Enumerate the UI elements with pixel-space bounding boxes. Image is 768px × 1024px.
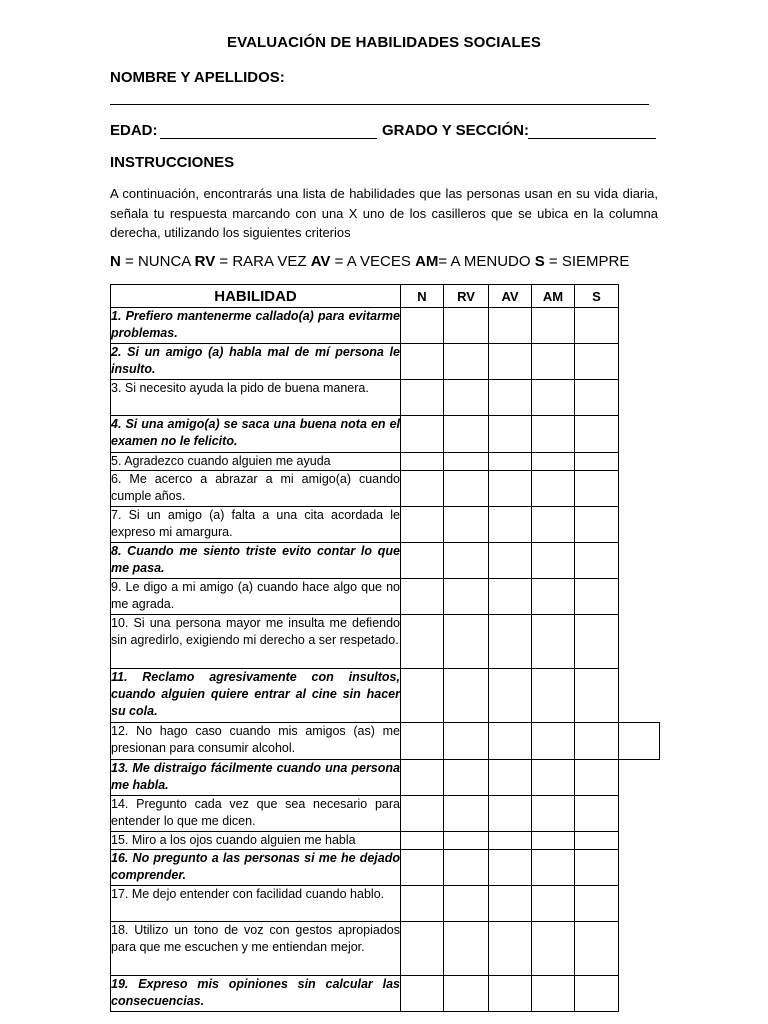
criteria-text: A MENUDO xyxy=(450,253,531,270)
answer-cell-s[interactable] xyxy=(575,922,619,976)
answer-cell-am[interactable] xyxy=(532,308,575,344)
skill-description: 17. Me dejo entender con facilidad cuando hablo. xyxy=(111,886,401,922)
answer-cell-am[interactable] xyxy=(532,723,575,760)
criteria-text: NUNCA xyxy=(137,253,191,270)
answer-cell-rv[interactable] xyxy=(444,976,489,1012)
answer-cell-am[interactable] xyxy=(532,579,575,615)
column-header-rv: RV xyxy=(444,285,489,308)
skill-description: 1. Prefiero mantenerme callado(a) para evitarme problemas. xyxy=(111,308,401,344)
answer-cell-s[interactable] xyxy=(575,832,619,850)
table-row xyxy=(111,832,660,850)
criteria-code: AV xyxy=(310,253,331,270)
answer-cell-rv[interactable] xyxy=(444,760,489,796)
answer-cell-s[interactable] xyxy=(575,976,619,1012)
answer-cell-am[interactable] xyxy=(532,543,575,579)
answer-cell-s[interactable] xyxy=(575,669,619,723)
table-row xyxy=(111,579,660,615)
answer-cell-s[interactable] xyxy=(575,615,619,669)
skill-description: 4. Si una amigo(a) se saca una buena nota en el examen no le felicito. xyxy=(111,416,401,453)
table-row xyxy=(111,796,660,832)
skill-description: 19. Expreso mis opiniones sin calcular las consecuencias. xyxy=(111,976,401,1012)
skill-description: 2. Si un amigo (a) habla mal de mí persona le insulto. xyxy=(111,344,401,380)
table-row xyxy=(111,543,660,579)
answer-cell-n[interactable] xyxy=(401,344,444,380)
answer-cell-am[interactable] xyxy=(532,886,575,922)
answer-cell-rv[interactable] xyxy=(444,380,489,416)
answer-cell-am[interactable] xyxy=(532,976,575,1012)
answer-cell-av[interactable] xyxy=(489,850,532,886)
answer-cell-av[interactable] xyxy=(489,796,532,832)
answer-cell-n[interactable] xyxy=(401,886,444,922)
answer-cell-n[interactable] xyxy=(401,471,444,507)
criteria-legend: N = NUNCA RV = RARA VEZ AV = A VECES AM= A MENUDO S = SIEMPRE xyxy=(110,253,630,270)
table-row xyxy=(111,615,660,669)
page-title: EVALUACIÓN DE HABILIDADES SOCIALES xyxy=(227,34,541,51)
age-field-line[interactable] xyxy=(160,138,377,139)
skill-description: 15. Miro a los ojos cuando alguien me habla xyxy=(111,832,401,850)
answer-cell-av[interactable] xyxy=(489,380,532,416)
age-label: EDAD: xyxy=(110,122,158,139)
answer-cell-s[interactable] xyxy=(575,760,619,796)
answer-cell-n[interactable] xyxy=(401,453,444,471)
table-row xyxy=(111,886,660,922)
answer-cell-av[interactable] xyxy=(489,832,532,850)
answer-cell-s[interactable] xyxy=(575,453,619,471)
answer-cell-n[interactable] xyxy=(401,416,444,453)
skill-description: 9. Le digo a mi amigo (a) cuando hace algo que no me agrada. xyxy=(111,579,401,615)
answer-cell-n[interactable] xyxy=(401,922,444,976)
answer-cell-am[interactable] xyxy=(532,507,575,543)
table-row xyxy=(111,760,660,796)
answer-cell-am[interactable] xyxy=(532,669,575,723)
answer-cell-av[interactable] xyxy=(489,308,532,344)
answer-cell-rv[interactable] xyxy=(444,416,489,453)
skill-description: 11. Reclamo agresivamente con insultos, cuando alguien quiere entrar al cine sin hacer su cola. xyxy=(111,669,401,723)
answer-cell-s[interactable] xyxy=(575,850,619,886)
criteria-code: N xyxy=(110,253,121,270)
answer-cell-s[interactable] xyxy=(575,796,619,832)
answer-cell-rv[interactable] xyxy=(444,922,489,976)
answer-cell-s[interactable] xyxy=(575,344,619,380)
criteria-code: S xyxy=(534,253,545,270)
answer-cell-s[interactable] xyxy=(575,380,619,416)
skill-description: 7. Si un amigo (a) falta a una cita acordada le expreso mi amargura. xyxy=(111,507,401,543)
table-row xyxy=(111,850,660,886)
answer-cell-am[interactable] xyxy=(532,832,575,850)
answer-cell-n[interactable] xyxy=(401,579,444,615)
answer-cell-av[interactable] xyxy=(489,543,532,579)
answer-cell-av[interactable] xyxy=(489,344,532,380)
skill-description: 5. Agradezco cuando alguien me ayuda xyxy=(111,453,401,471)
instructions-heading: INSTRUCCIONES xyxy=(110,154,235,171)
answer-cell-n[interactable] xyxy=(401,723,444,760)
answer-cell-av[interactable] xyxy=(489,416,532,453)
table-row xyxy=(111,507,660,543)
answer-cell-extra[interactable] xyxy=(619,723,660,760)
answer-cell-av[interactable] xyxy=(489,760,532,796)
table-row xyxy=(111,453,660,471)
column-header-s: S xyxy=(575,285,619,308)
answer-cell-s[interactable] xyxy=(575,471,619,507)
answer-cell-n[interactable] xyxy=(401,507,444,543)
skill-description: 13. Me distraigo fácilmente cuando una persona me habla. xyxy=(111,760,401,796)
answer-cell-n[interactable] xyxy=(401,796,444,832)
answer-cell-s[interactable] xyxy=(575,579,619,615)
table-row xyxy=(111,344,660,380)
table-row xyxy=(111,976,660,1012)
answer-cell-rv[interactable] xyxy=(444,453,489,471)
answer-cell-n[interactable] xyxy=(401,380,444,416)
column-header-n: N xyxy=(401,285,444,308)
skill-description: 8. Cuando me siento triste evito contar lo que me pasa. xyxy=(111,543,401,579)
answer-cell-am[interactable] xyxy=(532,850,575,886)
answer-cell-av[interactable] xyxy=(489,453,532,471)
answer-cell-am[interactable] xyxy=(532,615,575,669)
answer-cell-n[interactable] xyxy=(401,669,444,723)
skills-table xyxy=(110,284,660,1012)
answer-cell-am[interactable] xyxy=(532,471,575,507)
answer-cell-av[interactable] xyxy=(489,579,532,615)
table-row xyxy=(111,416,660,453)
answer-cell-av[interactable] xyxy=(489,922,532,976)
name-label: NOMBRE Y APELLIDOS: xyxy=(110,69,285,86)
criteria-text: SIEMPRE xyxy=(561,253,630,270)
answer-cell-am[interactable] xyxy=(532,796,575,832)
answer-cell-am[interactable] xyxy=(532,416,575,453)
answer-cell-rv[interactable] xyxy=(444,579,489,615)
answer-cell-rv[interactable] xyxy=(444,796,489,832)
grade-label: GRADO Y SECCIÓN: xyxy=(382,122,529,139)
answer-cell-n[interactable] xyxy=(401,308,444,344)
answer-cell-rv[interactable] xyxy=(444,471,489,507)
answer-cell-rv[interactable] xyxy=(444,723,489,760)
skill-description: 6. Me acerco a abrazar a mi amigo(a) cuando cumple años. xyxy=(111,471,401,507)
name-field-line[interactable] xyxy=(110,104,649,105)
criteria-code: AM xyxy=(415,253,439,270)
answer-cell-n[interactable] xyxy=(401,760,444,796)
answer-cell-rv[interactable] xyxy=(444,344,489,380)
answer-cell-s[interactable] xyxy=(575,723,619,760)
answer-cell-av[interactable] xyxy=(489,723,532,760)
answer-cell-am[interactable] xyxy=(532,760,575,796)
answer-cell-n[interactable] xyxy=(401,976,444,1012)
skill-description: 10. Si una persona mayor me insulta me defiendo sin agredirlo, exigiendo mi derecho a ser respetado. xyxy=(111,615,401,669)
table-row xyxy=(111,669,660,723)
skill-description: 14. Pregunto cada vez que sea necesario para entender lo que me dicen. xyxy=(111,796,401,832)
answer-cell-n[interactable] xyxy=(401,850,444,886)
answer-cell-rv[interactable] xyxy=(444,669,489,723)
table-row xyxy=(111,380,660,416)
criteria-code: RV xyxy=(194,253,216,270)
answer-cell-am[interactable] xyxy=(532,344,575,380)
answer-cell-rv[interactable] xyxy=(444,832,489,850)
answer-cell-rv[interactable] xyxy=(444,886,489,922)
grade-field-line[interactable] xyxy=(528,138,656,139)
table-header-row xyxy=(111,285,660,308)
column-header-am: AM xyxy=(532,285,575,308)
answer-cell-rv[interactable] xyxy=(444,615,489,669)
skill-description: 12. No hago caso cuando mis amigos (as) me presionan para consumir alcohol. xyxy=(111,723,401,760)
table-row xyxy=(111,723,660,760)
answer-cell-am[interactable] xyxy=(532,380,575,416)
instructions-text: A continuación, encontrarás una lista de habilidades que las personas usan en su vida diaria, señala tu respuesta marcando con una X uno de los casilleros que se ubica en la columna derecha, utilizando los siguientes criterios xyxy=(110,186,658,240)
answer-cell-rv[interactable] xyxy=(444,308,489,344)
skill-description: 18. Utilizo un tono de voz con gestos apropiados para que me escuchen y me entiendan mejor. xyxy=(111,922,401,976)
answer-cell-s[interactable] xyxy=(575,416,619,453)
answer-cell-am[interactable] xyxy=(532,922,575,976)
skill-description: 3. Si necesito ayuda la pido de buena manera. xyxy=(111,380,401,416)
answer-cell-n[interactable] xyxy=(401,615,444,669)
answer-cell-av[interactable] xyxy=(489,507,532,543)
column-header-av: AV xyxy=(489,285,532,308)
answer-cell-av[interactable] xyxy=(489,669,532,723)
answer-cell-n[interactable] xyxy=(401,543,444,579)
answer-cell-rv[interactable] xyxy=(444,507,489,543)
answer-cell-s[interactable] xyxy=(575,308,619,344)
answer-cell-s[interactable] xyxy=(575,507,619,543)
answer-cell-rv[interactable] xyxy=(444,850,489,886)
criteria-text: RARA VEZ xyxy=(232,253,307,270)
answer-cell-s[interactable] xyxy=(575,886,619,922)
answer-cell-am[interactable] xyxy=(532,453,575,471)
table-row xyxy=(111,308,660,344)
answer-cell-rv[interactable] xyxy=(444,543,489,579)
column-header-habilidad: HABILIDAD xyxy=(111,285,401,308)
answer-cell-av[interactable] xyxy=(489,976,532,1012)
answer-cell-n[interactable] xyxy=(401,832,444,850)
answer-cell-av[interactable] xyxy=(489,615,532,669)
table-row xyxy=(111,471,660,507)
answer-cell-av[interactable] xyxy=(489,471,532,507)
table-row xyxy=(111,922,660,976)
skill-description: 16. No pregunto a las personas si me he dejado comprender. xyxy=(111,850,401,886)
answer-cell-s[interactable] xyxy=(575,543,619,579)
criteria-text: A VECES xyxy=(346,253,411,270)
answer-cell-av[interactable] xyxy=(489,886,532,922)
